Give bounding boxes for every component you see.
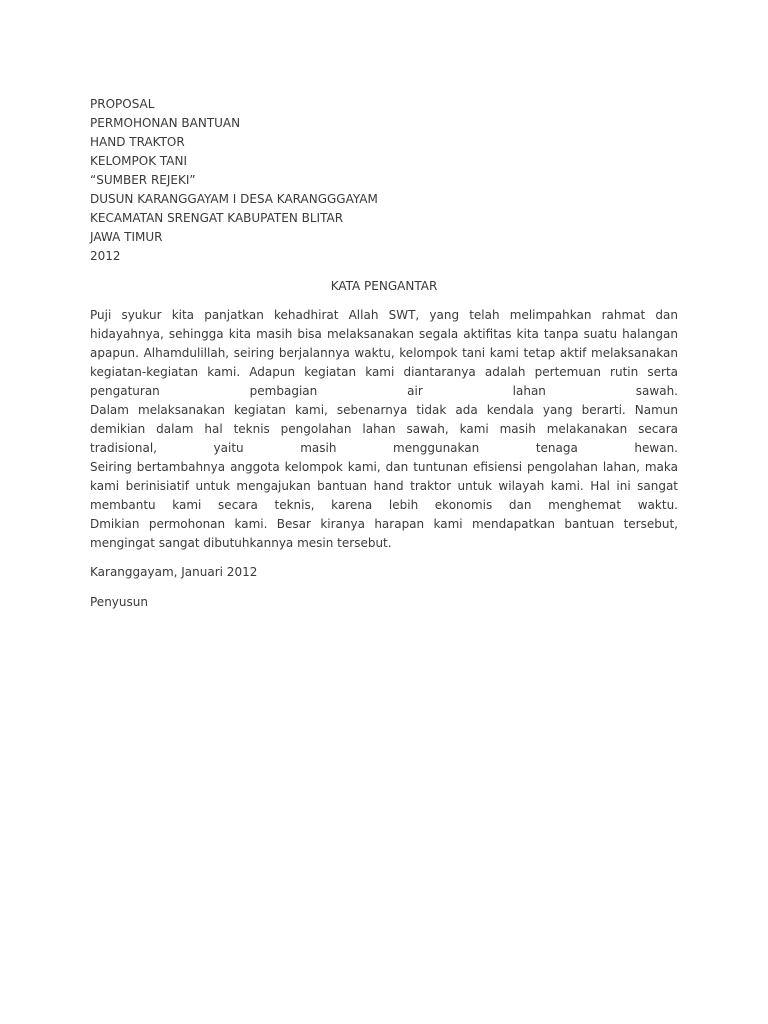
cover-line-province: JAWA TIMUR — [90, 230, 163, 244]
paragraph-gratitude: Puji syukur kita panjatkan kehadhirat Allah SWT, yang telah melimpahkan rahmat dan hidayahnya, sehingga kita masih bisa melaksanakan segala aktifitas kita tanpa suatu halangan apapun. Alhamdulillah, seiring berjalannya waktu, kelompok tani kami tetap aktif melaksanakan kegiatan-kegiatan kami. Adapun kegiatan kami diantaranya adalah pertemuan rutin serta pengaturan pembagian air lahan sawah. — [90, 308, 678, 398]
cover-line-request: PERMOHONAN BANTUAN — [90, 116, 241, 130]
cover-line-group-name: “SUMBER REJEKI” — [90, 173, 196, 187]
cover-line-item: HAND TRAKTOR — [90, 135, 185, 149]
section-heading: KATA PENGANTAR — [330, 279, 438, 293]
body-text — [90, 306, 678, 553]
cover-line-group: KELOMPOK TANI — [90, 154, 187, 168]
cover-line-district: KECAMATAN SRENGAT KABUPATEN BLITAR — [90, 211, 344, 225]
paragraph-request: Seiring bertambahnya anggota kelompok kami, dan tuntunan efisiensi pengolahan lahan, maka kami berinisiatif untuk mengajukan bantuan hand traktor untuk wilayah kami. Hal ini sangat membantu kami secara teknis, karena lebih ekonomis dan menghemat waktu. — [90, 460, 678, 512]
place-date: Karanggayam, Januari 2012 — [90, 565, 258, 579]
cover-line-proposal: PROPOSAL — [90, 97, 155, 111]
cover-block — [90, 95, 678, 266]
signer-label: Penyusun — [90, 595, 148, 609]
paragraph-closing: Dmikian permohonan kami. Besar kiranya harapan kami mendapatkan bantuan tersebut, mengingat sangat dibutuhkannya mesin tersebut. — [90, 517, 678, 550]
paragraph-constraints: Dalam melaksanakan kegiatan kami, sebenarnya tidak ada kendala yang berarti. Namun demikian dalam hal teknis pengolahan lahan sawah, kami masih melakanakan secara tradisional, yaitu masih menggunakan tenaga hewan. — [90, 403, 678, 455]
cover-line-village: DUSUN KARANGGAYAM I DESA KARANGGGAYAM — [90, 192, 378, 206]
cover-line-year: 2012 — [90, 249, 121, 263]
